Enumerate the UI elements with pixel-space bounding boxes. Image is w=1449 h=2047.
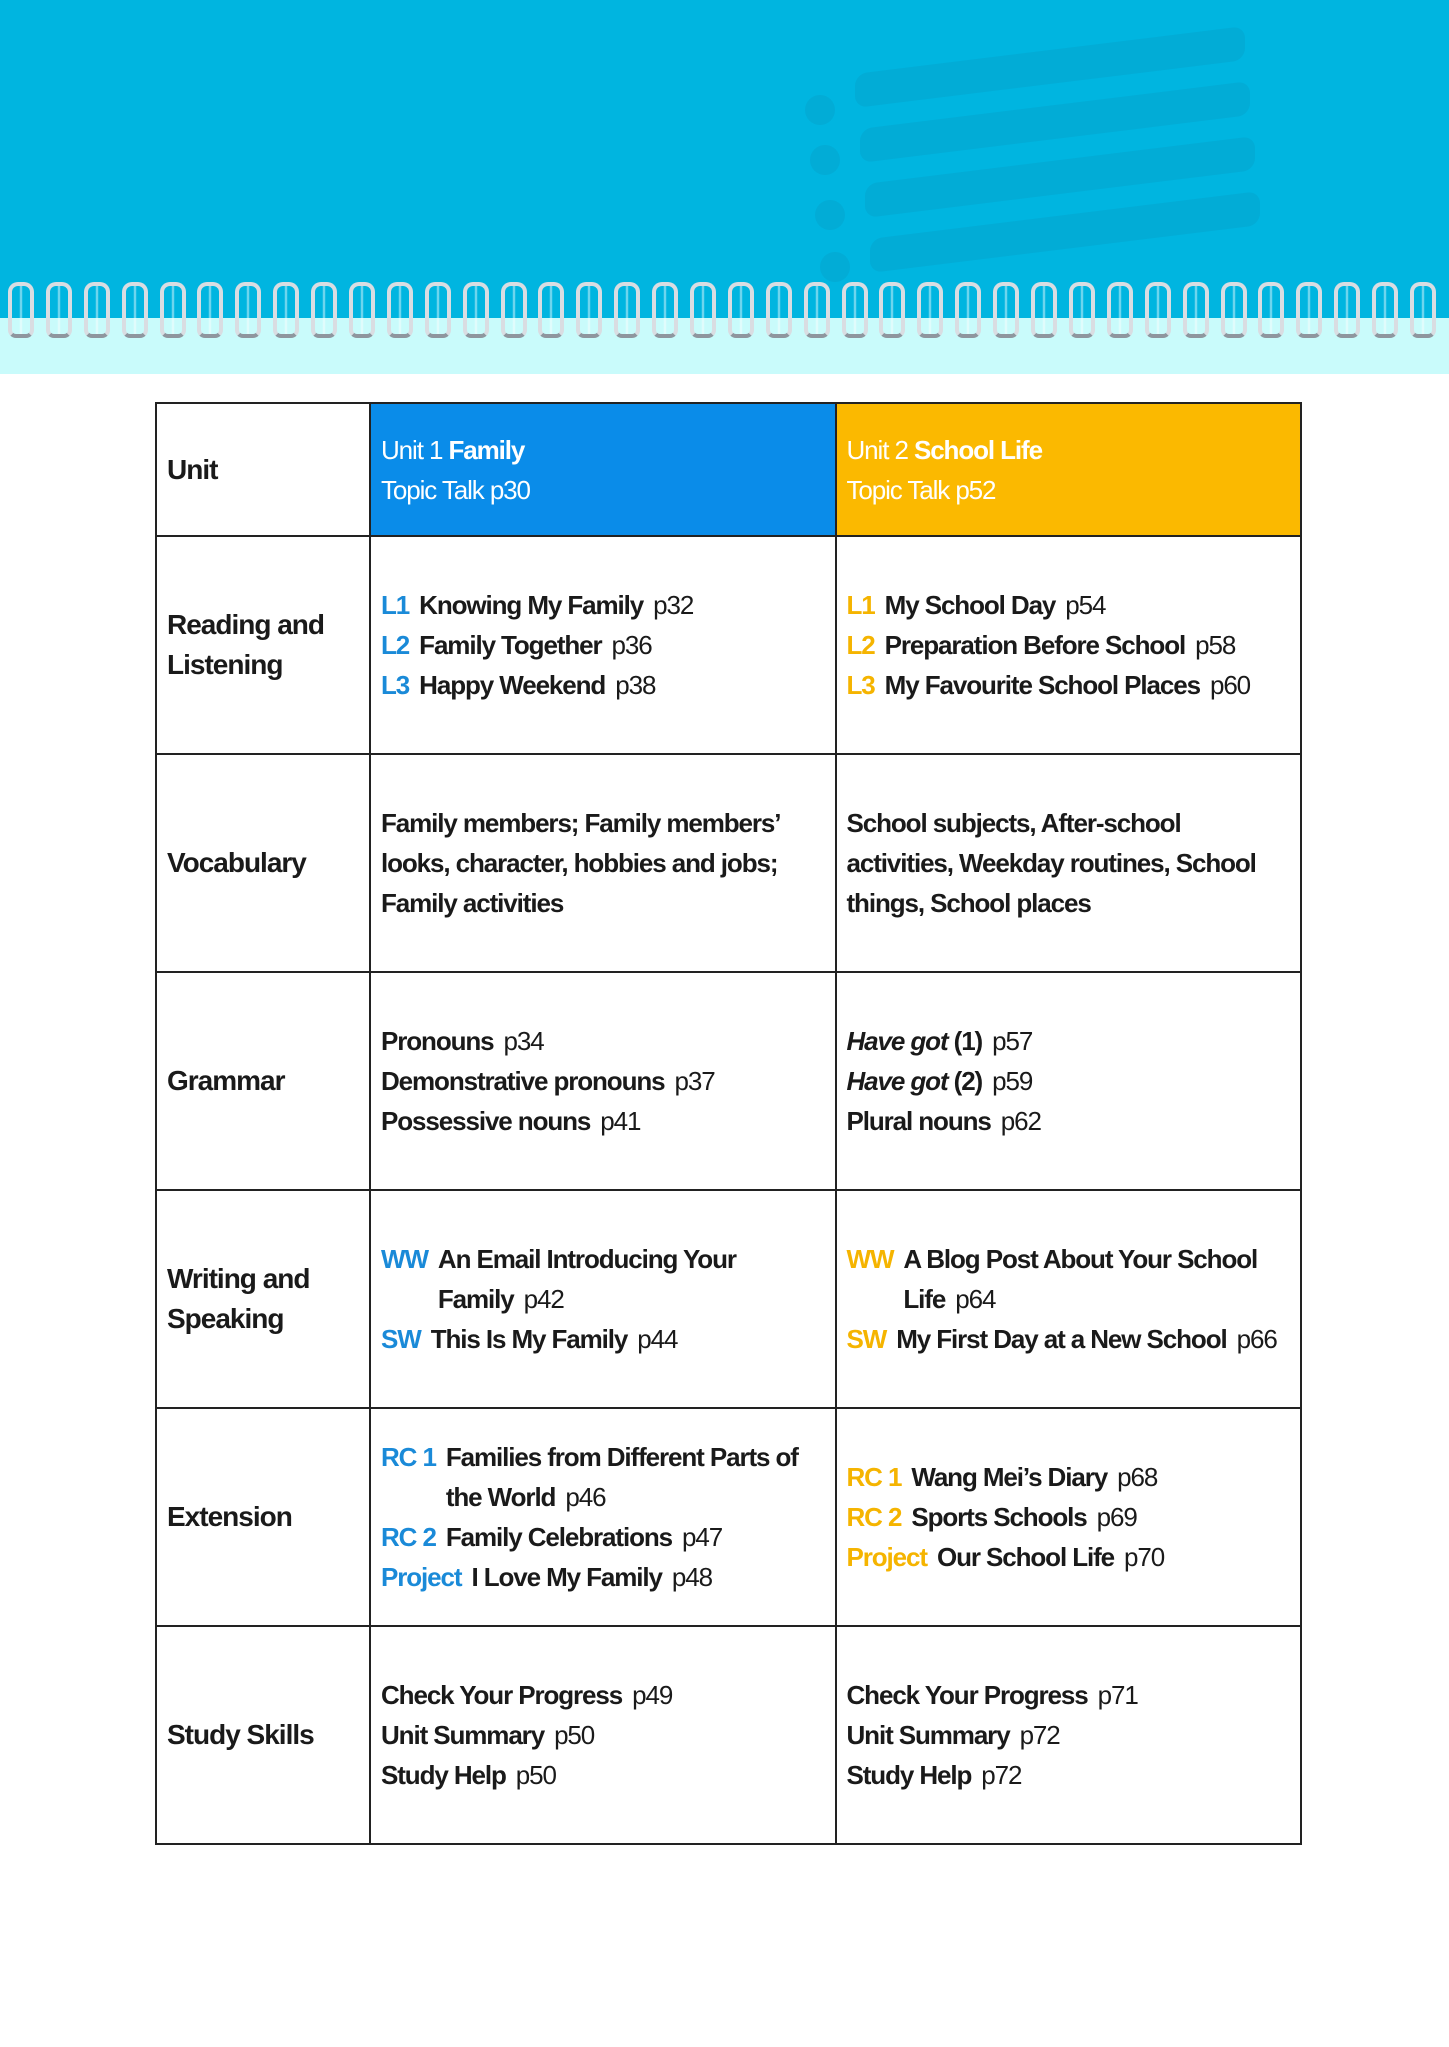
entry-title	[381, 803, 825, 923]
decor-dot	[815, 200, 845, 230]
entry-title	[847, 1101, 1041, 1141]
entry-text: Unit Summary	[381, 1720, 545, 1750]
page-number: p72	[981, 1760, 1022, 1790]
list-item	[381, 1437, 825, 1517]
entry-text: (1)	[953, 1026, 983, 1056]
page-number: p58	[1195, 630, 1236, 660]
spiral-coil	[879, 282, 905, 338]
page-number: p60	[1209, 670, 1251, 700]
spiral-coil	[690, 282, 716, 338]
spiral-coil	[955, 282, 981, 338]
entry-text: This Is My Family	[430, 1324, 628, 1354]
entry-title	[381, 1021, 544, 1061]
unit2-cell	[836, 972, 1302, 1190]
spiral-coil	[652, 282, 678, 338]
spiral-coil	[1183, 282, 1209, 338]
entry-text: My Favourite School Places	[884, 670, 1200, 700]
entry-title	[937, 1537, 1164, 1577]
page-number: p41	[600, 1106, 641, 1136]
lesson-tag: L1	[846, 590, 875, 620]
unit1-cell	[370, 536, 836, 754]
entry-text: (2)	[953, 1066, 983, 1096]
spiral-coil	[728, 282, 754, 338]
entry-text: I Love My Family	[471, 1562, 662, 1592]
page-number: p64	[955, 1284, 996, 1314]
unit2-header	[836, 403, 1302, 536]
spiral-coil	[1334, 282, 1360, 338]
entry-title	[381, 1675, 672, 1715]
entry-title	[381, 1715, 594, 1755]
list-item	[847, 585, 1291, 625]
entry-title	[381, 1061, 715, 1101]
spiral-coil	[8, 282, 34, 338]
entry-text: An Email Introducing Your Family	[437, 1244, 736, 1314]
table-row	[156, 1626, 1301, 1844]
entry-text: Knowing My Family	[419, 590, 644, 620]
list-item	[381, 1101, 825, 1141]
spiral-coil	[1107, 282, 1133, 338]
spiral-coil	[501, 282, 527, 338]
list-item	[381, 1239, 825, 1319]
list-item	[381, 1517, 825, 1557]
unit2-cell	[836, 1626, 1302, 1844]
spiral-coil	[804, 282, 830, 338]
page-number: p48	[671, 1562, 713, 1592]
row-label: Reading and Listening	[156, 536, 370, 754]
spiral-coil	[993, 282, 1019, 338]
list-item	[381, 585, 825, 625]
topic-talk-label: Topic Talk	[846, 474, 950, 505]
entry-text: My School Day	[884, 590, 1056, 620]
spiral-coil	[1069, 282, 1095, 338]
unit1-cell	[370, 972, 836, 1190]
list-item	[847, 1021, 1291, 1061]
spiral-coil	[842, 282, 868, 338]
spiral-coil	[387, 282, 413, 338]
unit1-cell	[370, 1408, 836, 1626]
entry-title	[446, 1517, 722, 1557]
lesson-tag: RC 1	[846, 1462, 902, 1492]
unit1-header	[370, 403, 836, 536]
entry-title	[419, 625, 651, 665]
entry-title	[911, 1497, 1136, 1537]
unit-title: School Life	[913, 434, 1042, 465]
row-label: Grammar	[156, 972, 370, 1190]
lesson-tag: L3	[846, 670, 875, 700]
spiral-coil	[122, 282, 148, 338]
spiral-coil	[1145, 282, 1171, 338]
unit1-cell	[370, 754, 836, 972]
entry-text: Demonstrative pronouns	[381, 1066, 665, 1096]
page-number: p52	[955, 474, 996, 505]
page-number: p68	[1117, 1462, 1158, 1492]
row-label: Unit	[156, 403, 370, 536]
lesson-tag: RC 2	[846, 1502, 902, 1532]
spiral-coil	[273, 282, 299, 338]
lesson-tag: WW	[381, 1244, 428, 1274]
entry-title	[847, 1061, 1033, 1101]
list-item	[381, 1755, 825, 1795]
spiral-coil	[1221, 282, 1247, 338]
list-item	[381, 1021, 825, 1061]
spiral-coil	[1031, 282, 1057, 338]
lesson-tag: L1	[381, 590, 410, 620]
entry-text: Wang Mei’s Diary	[911, 1462, 1108, 1492]
spiral-coil	[766, 282, 792, 338]
entry-text: Family Together	[419, 630, 602, 660]
entry-title	[885, 665, 1250, 705]
entry-title	[446, 1437, 825, 1517]
entry-title	[847, 1675, 1138, 1715]
page-number: p42	[523, 1284, 564, 1314]
unit-title: Family	[448, 434, 525, 465]
page-number: p38	[615, 670, 656, 700]
list-item	[381, 1557, 825, 1597]
table-row	[156, 754, 1301, 972]
entry-text: Study Help	[381, 1760, 506, 1790]
table-row	[156, 1190, 1301, 1408]
page-number: p34	[503, 1026, 544, 1056]
row-label: Study Skills	[156, 1626, 370, 1844]
entry-text: Family members; Family members’ looks, character, hobbies and jobs; Family activities	[381, 808, 779, 918]
entry-italic: Have got	[846, 1066, 948, 1096]
list-item	[381, 1675, 825, 1715]
lesson-tag: RC 1	[381, 1442, 436, 1472]
contents-table	[155, 402, 1302, 1845]
list-item	[847, 1239, 1291, 1319]
list-item	[847, 1755, 1291, 1795]
entry-title	[419, 665, 655, 705]
entry-title	[903, 1239, 1290, 1319]
unit1-cell	[370, 1190, 836, 1408]
list-item	[381, 625, 825, 665]
entry-title	[419, 585, 693, 625]
entry-title	[471, 1557, 712, 1597]
page-number: p36	[611, 630, 652, 660]
spiral-coil	[235, 282, 261, 338]
page-number: p50	[554, 1720, 595, 1750]
decor-dot	[805, 95, 835, 125]
spiral-coil	[614, 282, 640, 338]
entry-text: Study Help	[846, 1760, 972, 1790]
page-number: p44	[637, 1324, 678, 1354]
entry-text: Preparation Before School	[884, 630, 1186, 660]
spiral-coil	[538, 282, 564, 338]
page-number: p59	[992, 1066, 1033, 1096]
entry-text: My First Day at a New School	[896, 1324, 1227, 1354]
page-number: p47	[682, 1522, 723, 1552]
entry-title	[847, 803, 1291, 923]
list-item	[847, 1101, 1291, 1141]
spiral-coil	[197, 282, 223, 338]
unit2-cell	[836, 1408, 1302, 1626]
list-item	[381, 1061, 825, 1101]
page-number: p66	[1236, 1324, 1277, 1354]
unit2-cell	[836, 536, 1302, 754]
table-row	[156, 1408, 1301, 1626]
entry-text: Possessive nouns	[381, 1106, 591, 1136]
spiral-coil	[1372, 282, 1398, 338]
table-row	[156, 536, 1301, 754]
entry-title	[896, 1319, 1277, 1359]
page-number: p50	[515, 1760, 556, 1790]
decor-dot	[810, 145, 840, 175]
entry-title	[847, 1021, 1033, 1061]
entry-text: Families from Different Parts of the World	[445, 1442, 798, 1512]
lesson-tag: RC 2	[381, 1522, 436, 1552]
entry-text: Happy Weekend	[419, 670, 606, 700]
lesson-tag: WW	[846, 1244, 894, 1274]
topic-talk-label: Topic Talk	[381, 474, 484, 505]
list-item	[847, 1715, 1291, 1755]
entry-text: School subjects, After-school activities, Weekday routines, School things, School places	[846, 808, 1256, 918]
spiral-coil	[917, 282, 943, 338]
spiral-binding	[8, 282, 1448, 342]
unit-number: Unit 1	[381, 434, 443, 465]
spiral-coil	[1410, 282, 1436, 338]
entry-text: Plural nouns	[846, 1106, 991, 1136]
spiral-coil	[1258, 282, 1284, 338]
page-number: p71	[1097, 1680, 1138, 1710]
page-number: p70	[1124, 1542, 1165, 1572]
page-number: p37	[674, 1066, 715, 1096]
entry-text: Check Your Progress	[846, 1680, 1088, 1710]
unit-header-row	[156, 403, 1301, 536]
spiral-coil	[46, 282, 72, 338]
list-item	[381, 1715, 825, 1755]
entry-title	[885, 625, 1236, 665]
entry-italic: Have got	[846, 1026, 948, 1056]
spiral-coil	[160, 282, 186, 338]
entry-text: Family Celebrations	[445, 1522, 673, 1552]
list-item	[847, 1457, 1291, 1497]
entry-title	[885, 585, 1106, 625]
page-number: p54	[1065, 590, 1106, 620]
page-number: p49	[632, 1680, 673, 1710]
entry-title	[847, 1715, 1060, 1755]
spiral-coil	[576, 282, 602, 338]
spiral-coil	[311, 282, 337, 338]
table-row	[156, 972, 1301, 1190]
list-item	[847, 625, 1291, 665]
entry-text: Unit Summary	[846, 1720, 1010, 1750]
list-item	[847, 1061, 1291, 1101]
page-number: p32	[653, 590, 694, 620]
spiral-coil	[1296, 282, 1322, 338]
entry-title	[438, 1239, 825, 1319]
unit-number: Unit 2	[846, 434, 908, 465]
entry-text: A Blog Post About Your School Life	[903, 1244, 1258, 1314]
list-item	[381, 803, 825, 923]
lesson-tag: Project	[381, 1562, 462, 1592]
page-number: p57	[992, 1026, 1033, 1056]
list-item	[381, 665, 825, 705]
page-number: p72	[1019, 1720, 1060, 1750]
spiral-coil	[463, 282, 489, 338]
lesson-tag: L3	[381, 670, 410, 700]
entry-title	[847, 1755, 1022, 1795]
entry-title	[431, 1319, 678, 1359]
list-item	[847, 803, 1291, 923]
row-label: Vocabulary	[156, 754, 370, 972]
page-number: p62	[1000, 1106, 1041, 1136]
entry-text: Sports Schools	[911, 1502, 1087, 1532]
entry-text: Pronouns	[381, 1026, 494, 1056]
unit2-cell	[836, 754, 1302, 972]
list-item	[847, 1497, 1291, 1537]
entry-title	[911, 1457, 1157, 1497]
list-item	[847, 1537, 1291, 1577]
lesson-tag: L2	[381, 630, 410, 660]
lesson-tag: SW	[381, 1324, 421, 1354]
spiral-coil	[425, 282, 451, 338]
page-number: p30	[489, 474, 530, 505]
list-item	[847, 1319, 1291, 1359]
unit2-cell	[836, 1190, 1302, 1408]
list-item	[847, 665, 1291, 705]
lesson-tag: Project	[846, 1542, 927, 1572]
spiral-coil	[349, 282, 375, 338]
list-item	[381, 1319, 825, 1359]
unit1-cell	[370, 1626, 836, 1844]
entry-title	[381, 1755, 556, 1795]
page-number: p69	[1096, 1502, 1137, 1532]
lesson-tag: L2	[846, 630, 875, 660]
list-item	[847, 1675, 1291, 1715]
entry-text: Our School Life	[936, 1542, 1115, 1572]
entry-text: Check Your Progress	[381, 1680, 623, 1710]
row-label: Extension	[156, 1408, 370, 1626]
lesson-tag: SW	[846, 1324, 887, 1354]
entry-title	[381, 1101, 640, 1141]
decor-dot	[820, 252, 850, 282]
spiral-coil	[84, 282, 110, 338]
page-number: p46	[565, 1482, 606, 1512]
row-label: Writing and Speaking	[156, 1190, 370, 1408]
